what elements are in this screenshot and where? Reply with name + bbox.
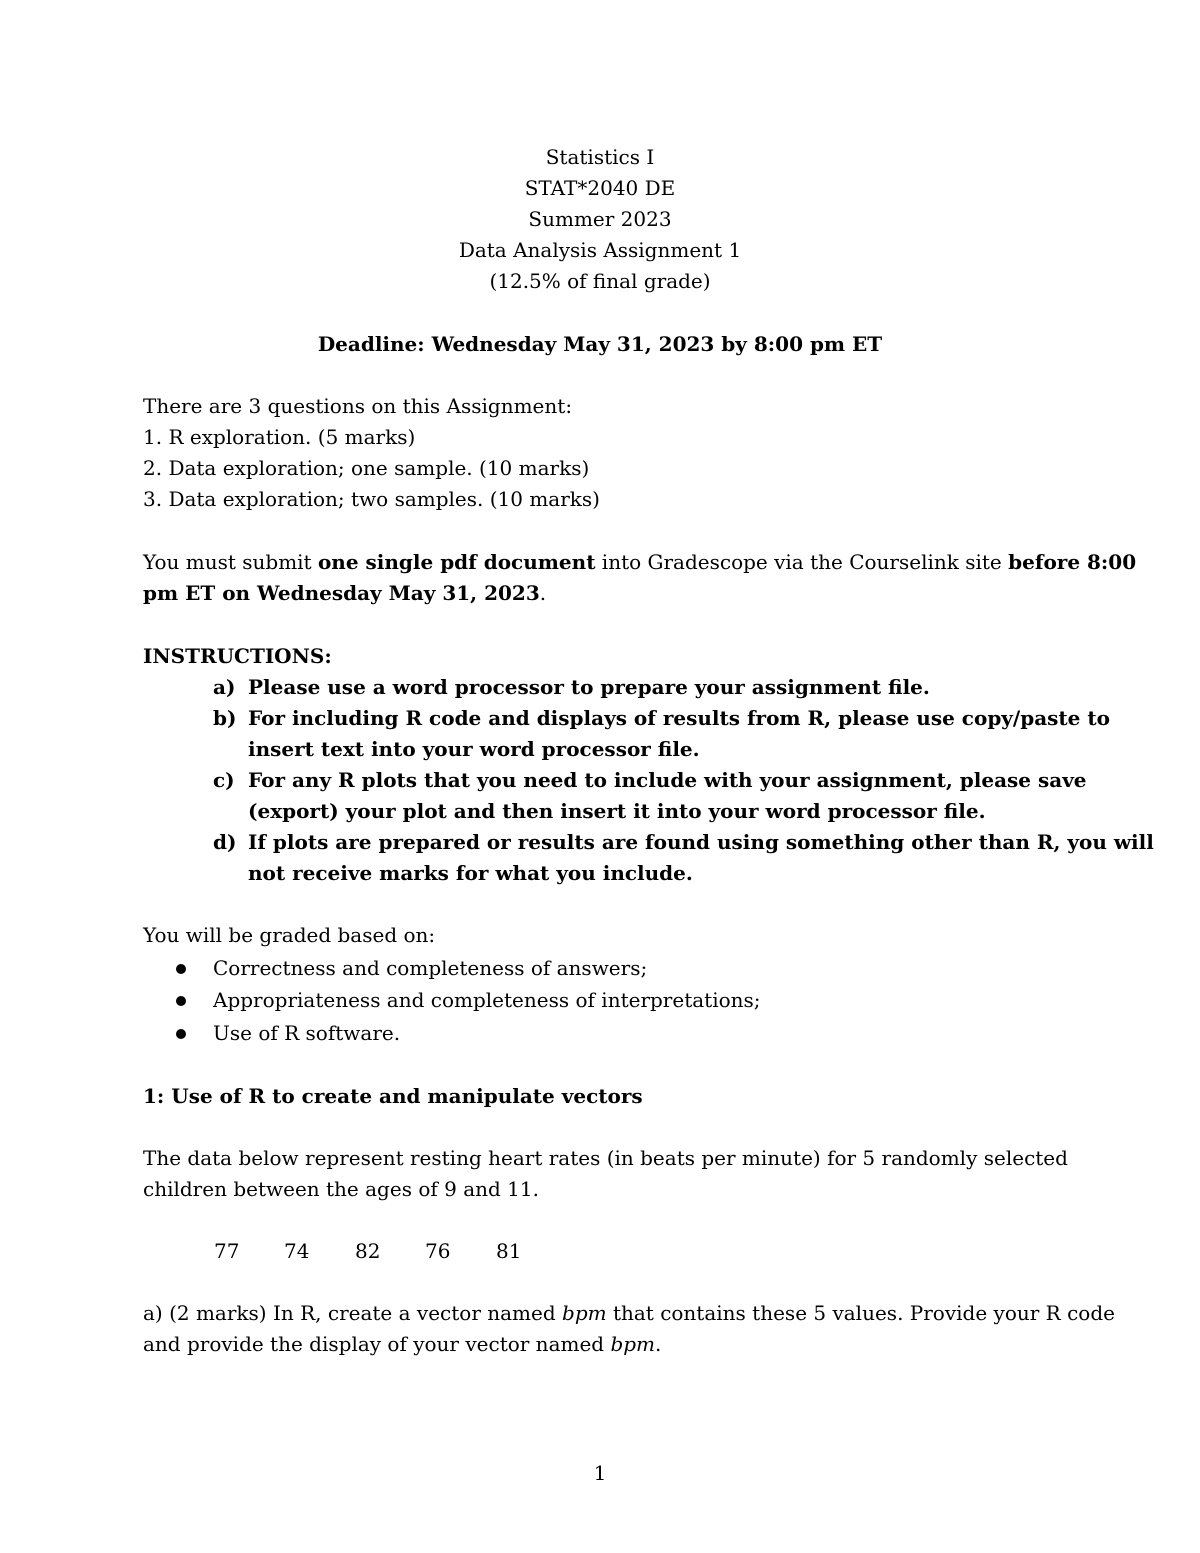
bullet-icon xyxy=(176,964,186,974)
instruction-text: If plots are prepared or results are found using something other than R, you will xyxy=(248,830,1154,854)
section-heading: 1: Use of R to create and manipulate vectors xyxy=(143,1084,643,1108)
instructions-heading: INSTRUCTIONS: xyxy=(143,644,332,668)
deadline: Deadline: Wednesday May 31, 2023 by 8:00 pm ET xyxy=(317,332,883,356)
question-text: a) (2 marks) In R, create a vector named xyxy=(143,1301,563,1325)
submit-bold-deadline: pm ET on Wednesday May 31, 2023 xyxy=(143,581,540,605)
submit-paragraph-line1 xyxy=(143,547,1136,578)
question-a-line2 xyxy=(143,1329,661,1360)
instruction-text: (export) your plot and then insert it into your word processor file. xyxy=(248,799,986,823)
instruction-text: not receive marks for what you include. xyxy=(248,861,693,885)
question-a-line1 xyxy=(143,1298,1115,1329)
instruction-text: For any R plots that you need to include with your assignment, please save xyxy=(248,768,1087,792)
submit-bold-deadline: before 8:00 xyxy=(1008,550,1137,574)
question-item: 3. Data exploration; two samples. (10 marks) xyxy=(143,487,600,511)
instruction-label: d) xyxy=(213,830,237,854)
grading-item: Use of R software. xyxy=(213,1021,401,1045)
grading-item: Correctness and completeness of answers; xyxy=(213,956,648,980)
submit-text: You must submit xyxy=(143,550,318,574)
question-item: 1. R exploration. (5 marks) xyxy=(143,425,416,449)
question-italic-var: bpm xyxy=(610,1332,656,1356)
assignment-title: Data Analysis Assignment 1 xyxy=(458,238,742,262)
data-value: 77 xyxy=(214,1239,240,1263)
course-term: Summer 2023 xyxy=(528,207,672,231)
section-paragraph: The data below represent resting heart rates (in beats per minute) for 5 randomly selected xyxy=(143,1146,1068,1170)
submit-paragraph-line2 xyxy=(143,578,546,609)
question-text: that contains these 5 values. Provide your R code xyxy=(606,1301,1115,1325)
assignment-weight: (12.5% of final grade) xyxy=(489,269,711,293)
question-text: and provide the display of your vector named xyxy=(143,1332,611,1356)
instruction-text: Please use a word processor to prepare your assignment file. xyxy=(248,675,930,699)
instruction-label: a) xyxy=(213,675,236,699)
grading-intro: You will be graded based on: xyxy=(143,923,436,947)
instruction-text: insert text into your word processor file. xyxy=(248,737,700,761)
bullet-icon xyxy=(176,996,186,1006)
instruction-text: For including R code and displays of results from R, please use copy/paste to xyxy=(248,706,1110,730)
data-value: 81 xyxy=(496,1239,522,1263)
data-value: 82 xyxy=(355,1239,381,1263)
data-value: 76 xyxy=(425,1239,451,1263)
data-value: 74 xyxy=(284,1239,310,1263)
instruction-label: b) xyxy=(213,706,237,730)
questions-intro: There are 3 questions on this Assignment: xyxy=(143,394,573,418)
bullet-icon xyxy=(176,1029,186,1039)
section-paragraph: children between the ages of 9 and 11. xyxy=(143,1177,539,1201)
grading-item: Appropriateness and completeness of interpretations; xyxy=(213,988,761,1012)
instruction-label: c) xyxy=(213,768,235,792)
submit-text: into Gradescope via the Courselink site xyxy=(595,550,1009,574)
page-number: 1 xyxy=(593,1461,607,1485)
course-title: Statistics I xyxy=(545,145,655,169)
submit-text: . xyxy=(539,581,547,605)
course-code: STAT*2040 DE xyxy=(524,176,676,200)
question-text: . xyxy=(655,1332,662,1356)
submit-bold-document: one single pdf document xyxy=(317,550,596,574)
question-item: 2. Data exploration; one sample. (10 marks) xyxy=(143,456,590,480)
question-italic-var: bpm xyxy=(562,1301,607,1325)
